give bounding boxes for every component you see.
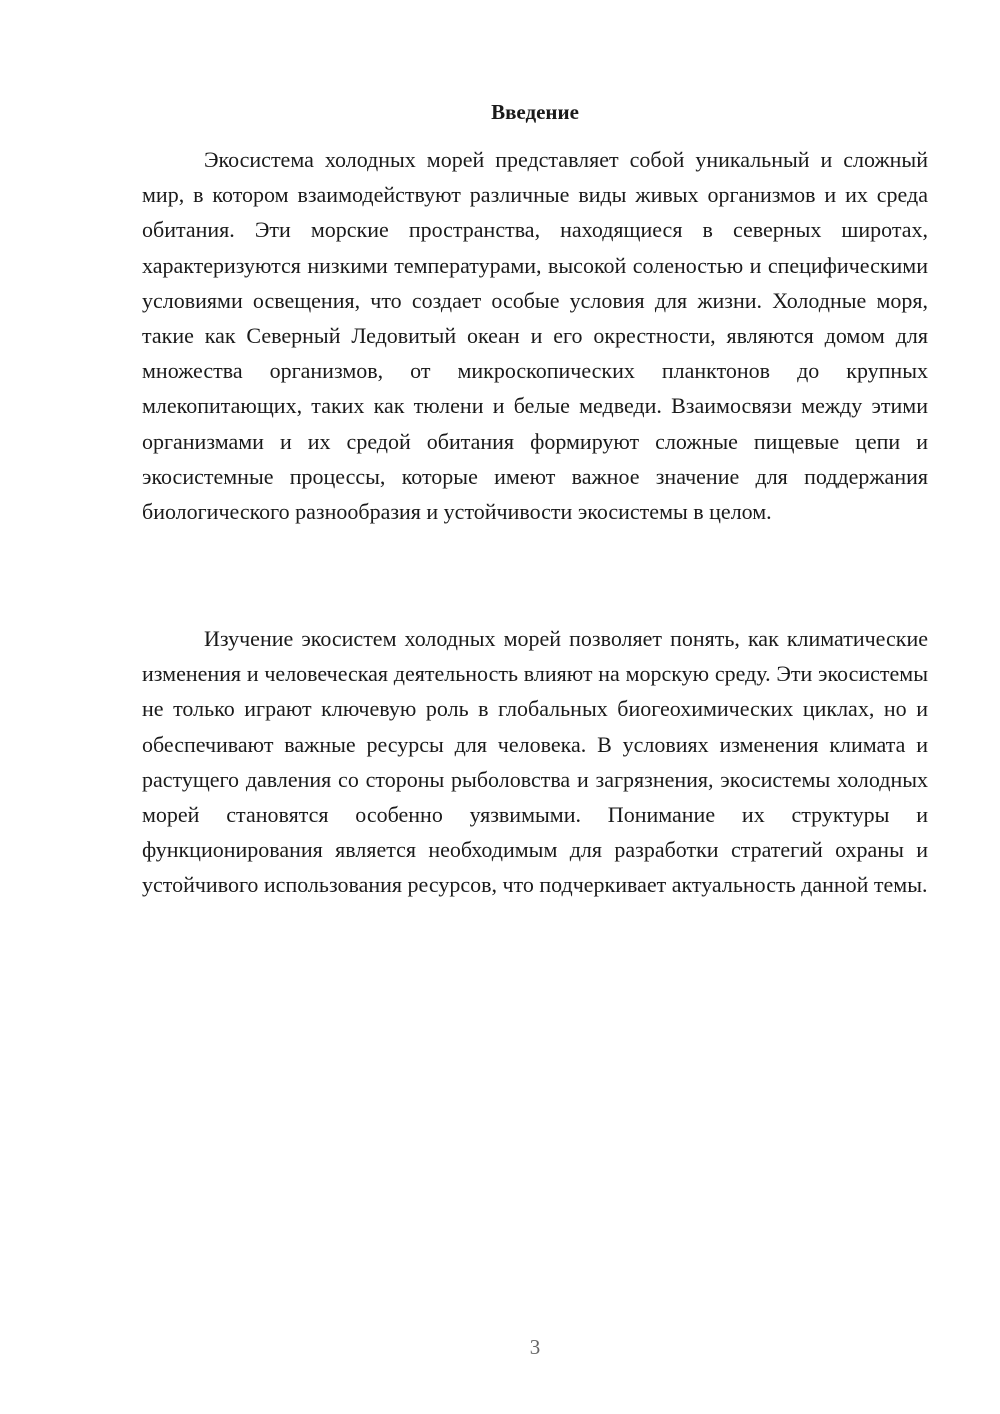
body-paragraph-2: Изучение экосистем холодных морей позволяет понять, как климатические изменения и человеческая деятельность влияют на морскую среду. Эти экосистемы не только играют ключевую роль в глобальных биогеохимических циклах, но и обеспечивают важные ресурсы для человека. В условиях изменения климата и растущего давления со стороны рыболовства и загрязнения, экосистемы холодных морей становятся особенно уязвимыми. Понимание их структуры и функционирования является необходимым для разработки стратегий охраны и устойчивого использования ресурсов, что подчеркивает актуальность данной темы. bbox=[142, 626, 928, 898]
section-title: Введение bbox=[491, 100, 579, 124]
body-paragraph-1: Экосистема холодных морей представляет собой уникальный и сложный мир, в котором взаимодействуют различные виды живых организмов и их среда обитания. Эти морские пространства, находящиеся в северных широтах, характеризуются низкими температурами, высокой соленостью и специфическими условиями освещения, что создает особые условия для жизни. Холодные моря, такие как Северный Ледовитый океан и его окрестности, являются домом для множества организмов, от микроскопических планктонов до крупных млекопитающих, таких как тюлени и белые медведи. Взаимосвязи между этими организмами и их средой обитания формируют сложные пищевые цепи и экосистемные процессы, которые имеют важное значение для поддержания биологического разнообразия и устойчивости экосистемы в целом. bbox=[142, 147, 928, 525]
page-number: 3 bbox=[529, 1335, 541, 1359]
